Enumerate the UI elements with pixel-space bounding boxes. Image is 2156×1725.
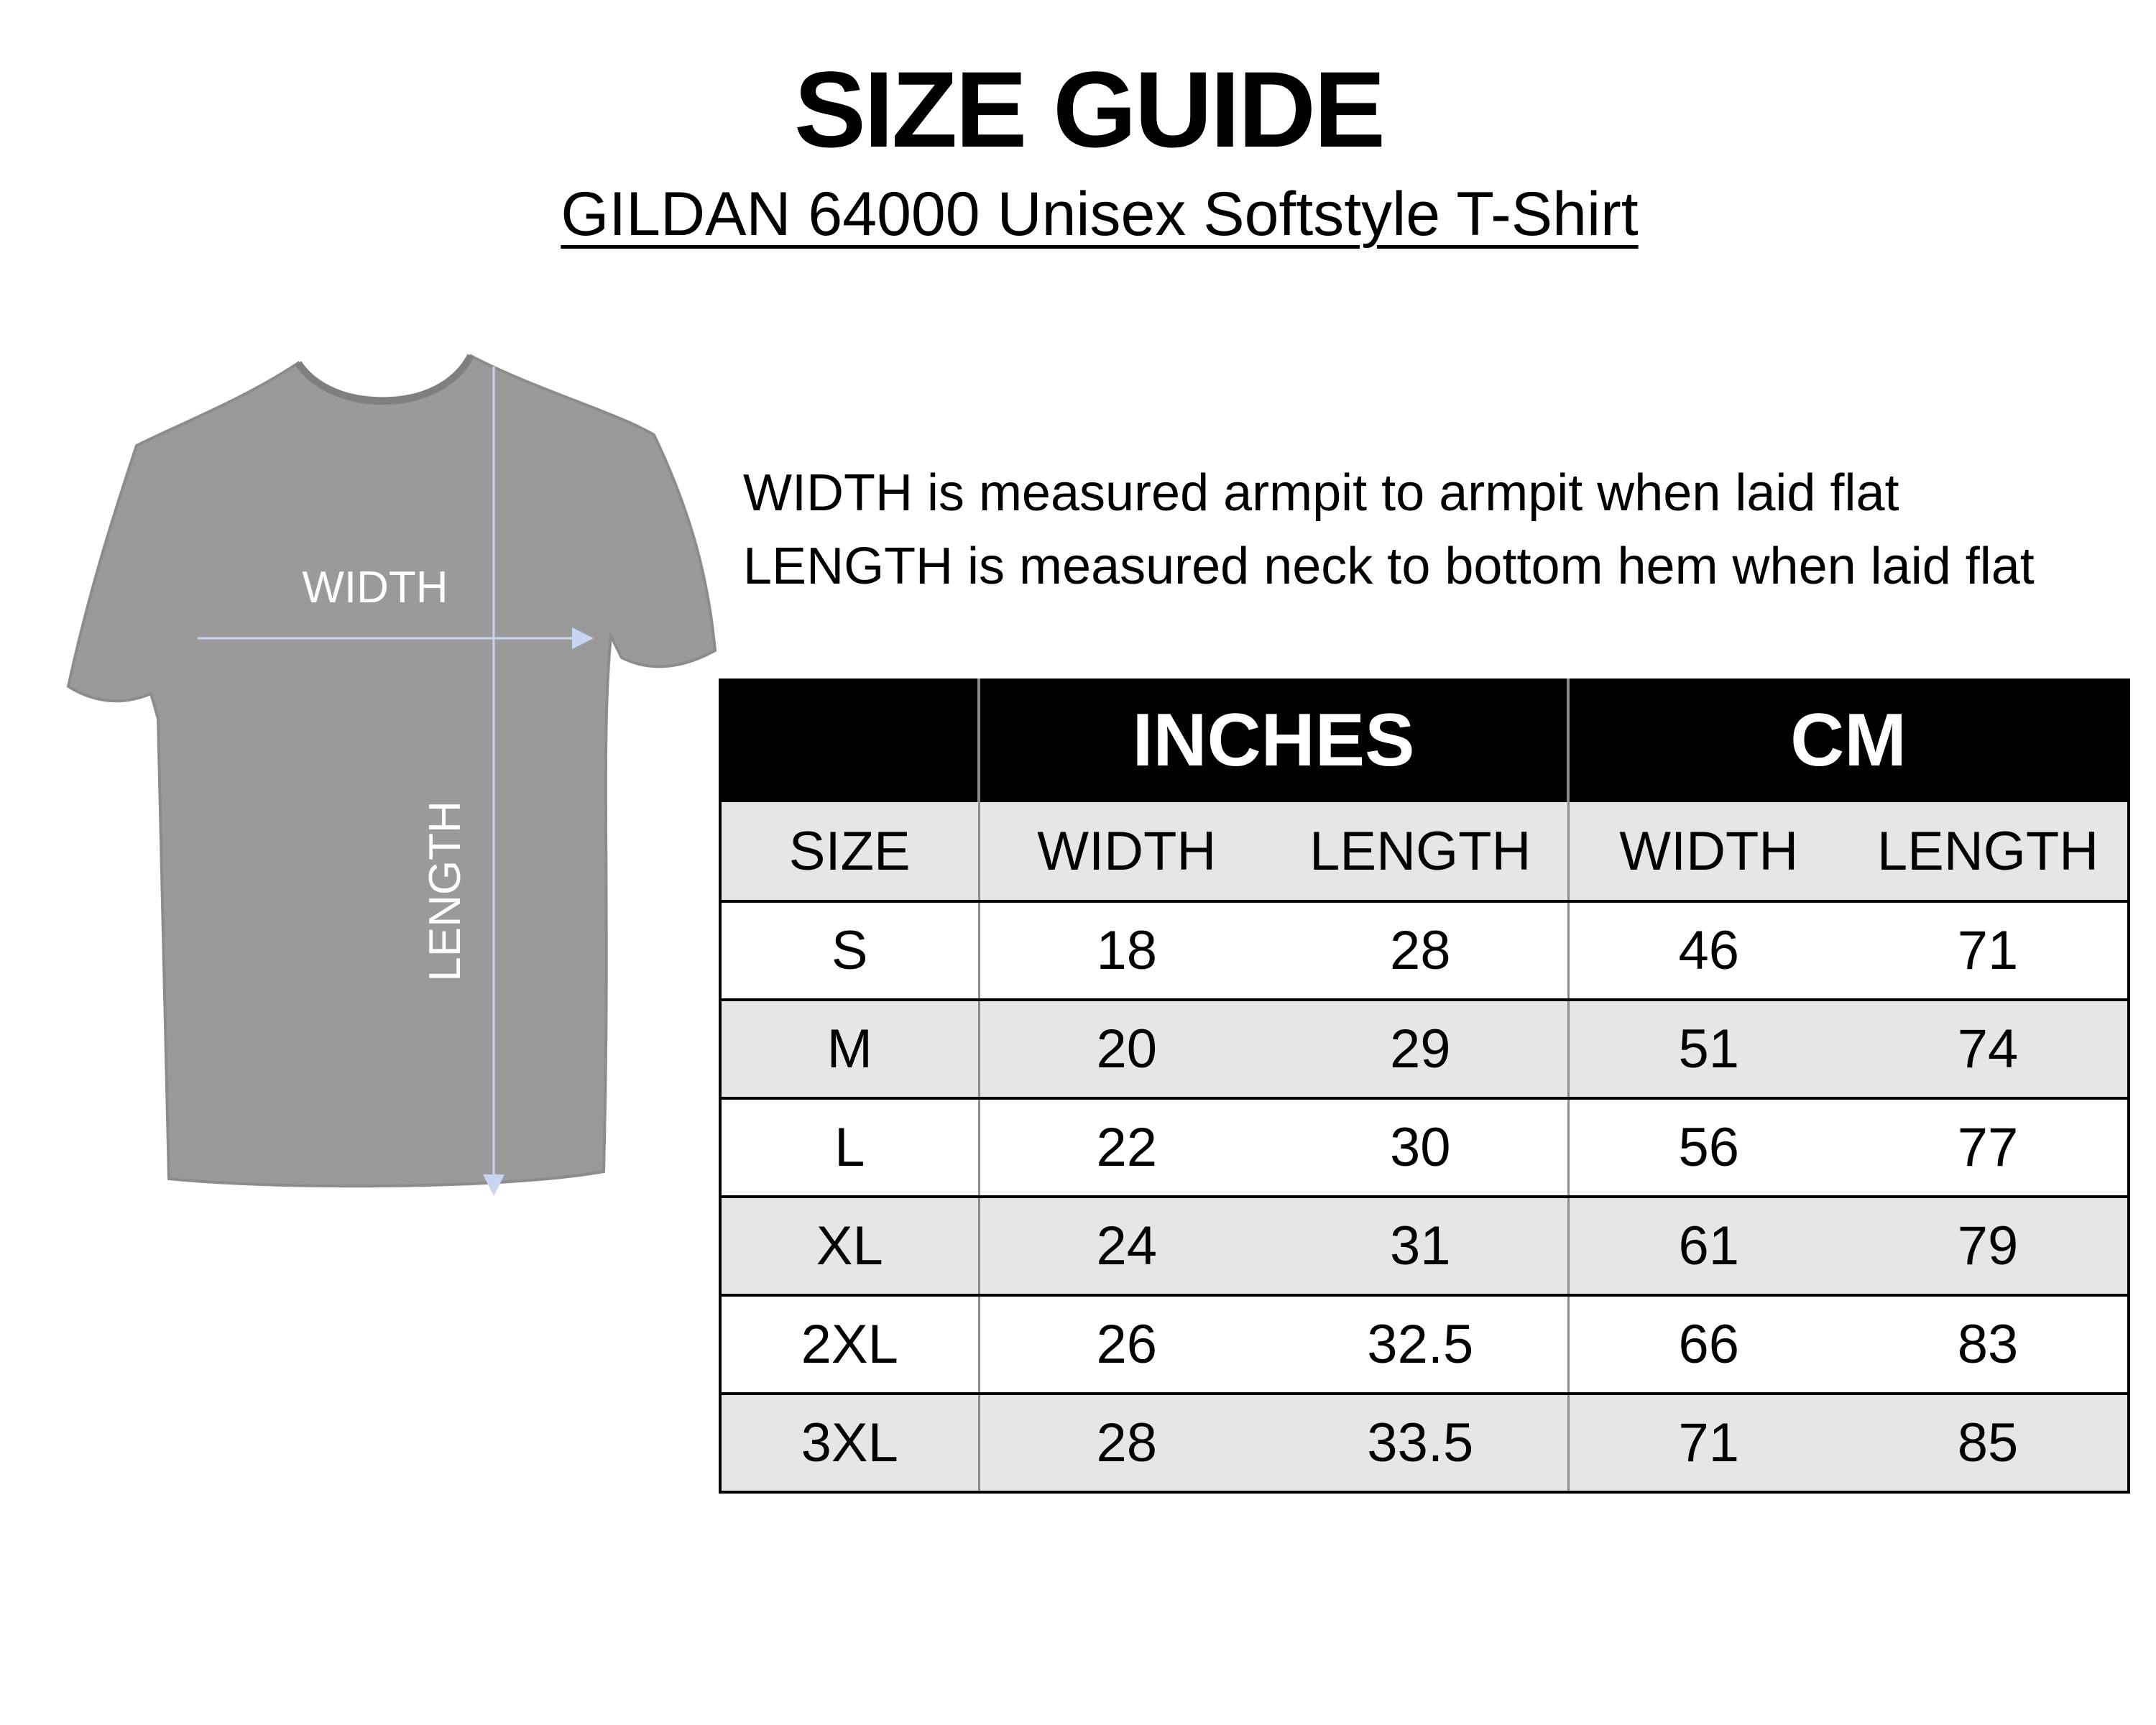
- inches-length-header: LENGTH: [1273, 802, 1568, 901]
- inches-width-cell: 18: [979, 901, 1273, 1000]
- inches-width-cell: 22: [979, 1098, 1273, 1197]
- inches-width-cell: 26: [979, 1295, 1273, 1394]
- empty-header-cell: [720, 678, 979, 802]
- product-subtitle-text: GILDAN 64000 Unisex Softstyle T-Shirt: [561, 180, 1639, 249]
- length-description: LENGTH is measured neck to bottom hem when laid flat: [743, 538, 2035, 595]
- size-cell: S: [720, 901, 979, 1000]
- cm-width-cell: 66: [1568, 1295, 1848, 1394]
- inches-header: INCHES: [979, 678, 1568, 802]
- inches-length-cell: 29: [1273, 1000, 1568, 1098]
- table-row: [720, 1197, 2129, 1295]
- cm-length-cell: 77: [1848, 1098, 2129, 1197]
- size-cell: L: [720, 1098, 979, 1197]
- cm-length-cell: 71: [1848, 901, 2129, 1000]
- cm-length-header: LENGTH: [1848, 802, 2129, 901]
- page-title: SIZE GUIDE: [793, 49, 1384, 170]
- table-row: [720, 1098, 2129, 1197]
- tshirt-illustration: [57, 345, 719, 1208]
- inches-length-cell: 32.5: [1273, 1295, 1568, 1394]
- size-cell: 2XL: [720, 1295, 979, 1394]
- size-chart-table: [719, 678, 2130, 1494]
- inches-length-cell: 33.5: [1273, 1394, 1568, 1492]
- cm-width-cell: 61: [1568, 1197, 1848, 1295]
- size-cell: M: [720, 1000, 979, 1098]
- width-label: WIDTH: [302, 563, 448, 612]
- cm-width-cell: 46: [1568, 901, 1848, 1000]
- inches-length-cell: 31: [1273, 1197, 1568, 1295]
- width-description: WIDTH is measured armpit to armpit when laid flat: [743, 464, 1899, 522]
- product-subtitle: [0, 178, 2156, 250]
- tshirt-svg: [57, 345, 719, 1208]
- column-header-row: [720, 802, 2129, 901]
- size-cell: 3XL: [720, 1394, 979, 1492]
- inches-width-header: WIDTH: [979, 802, 1273, 901]
- length-label: LENGTH: [420, 801, 470, 982]
- cm-length-cell: 85: [1848, 1394, 2129, 1492]
- measurement-description: [743, 456, 2137, 603]
- table-row: [720, 1295, 2129, 1394]
- size-cell: XL: [720, 1197, 979, 1295]
- size-column-header: SIZE: [720, 802, 979, 901]
- inches-width-cell: 20: [979, 1000, 1273, 1098]
- table-row: [720, 1000, 2129, 1098]
- cm-width-cell: 71: [1568, 1394, 1848, 1492]
- cm-length-cell: 79: [1848, 1197, 2129, 1295]
- unit-header-row: [720, 678, 2129, 802]
- inches-width-cell: 24: [979, 1197, 1273, 1295]
- cm-width-header: WIDTH: [1568, 802, 1848, 901]
- tshirt-shape: [68, 356, 715, 1186]
- inches-width-cell: 28: [979, 1394, 1273, 1492]
- cm-length-cell: 83: [1848, 1295, 2129, 1394]
- cm-width-cell: 51: [1568, 1000, 1848, 1098]
- table-row: [720, 901, 2129, 1000]
- cm-width-cell: 56: [1568, 1098, 1848, 1197]
- cm-header: CM: [1568, 678, 2129, 802]
- table-row: [720, 1394, 2129, 1492]
- inches-length-cell: 28: [1273, 901, 1568, 1000]
- inches-length-cell: 30: [1273, 1098, 1568, 1197]
- cm-length-cell: 74: [1848, 1000, 2129, 1098]
